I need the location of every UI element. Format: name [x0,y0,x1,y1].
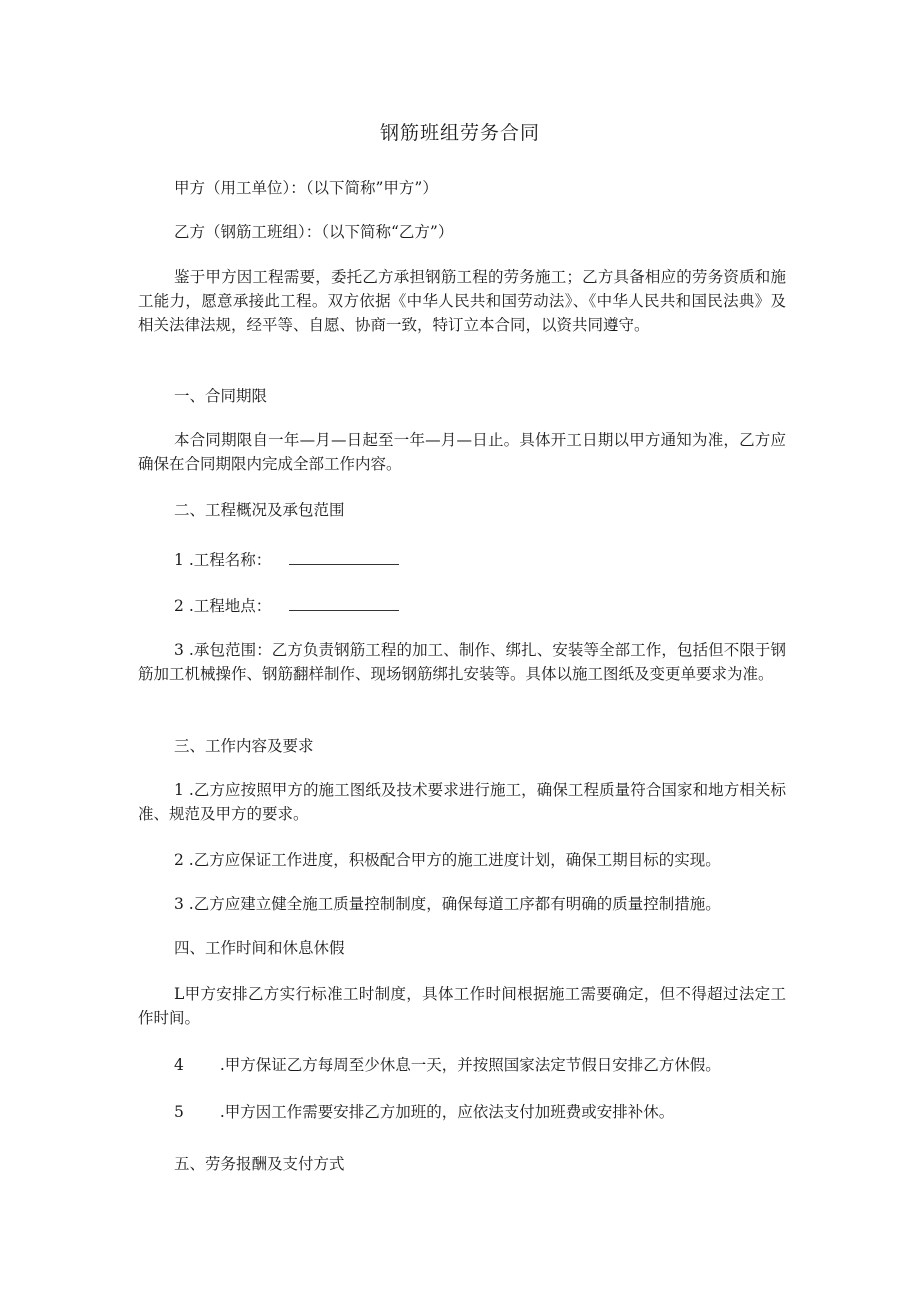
project-location-blank [289,596,399,611]
party-a-line: 甲方（用工单位）：（以下简称”甲方”） [174,179,438,197]
section4-item5 [174,1100,674,1124]
section4-item1: L甲方安排乙方实行标准工时制度，具体工作时间根据施工需要确定，但不得超过法定工作时间。 [138,985,786,1027]
section3-item1: 1 .乙方应按照甲方的施工图纸及技术要求进行施工，确保工程质量符合国家和地方相关标准、规范及甲方的要求。 [138,781,786,823]
party-b-line: 乙方（钢筋工班组）：（以下简称“乙方”） [174,223,454,241]
item-number: 1 [174,551,184,569]
section2-heading: 二、工程概况及承包范围 [174,501,345,519]
project-location-line [174,594,399,618]
contract-title: 钢筋班组劳务合同 [379,122,540,144]
item-text: .甲方因工作需要安排乙方加班的，应依法支付加班费或安排补休。 [219,1103,675,1121]
project-location-label: .工程地点： [188,597,272,615]
section3-item2: 2 .乙方应保证工作进度，积极配合甲方的施工进度计划，确保工期目标的实现。 [174,851,721,869]
project-name-label: .工程名称： [188,551,272,569]
item-number: 4 [174,1056,184,1074]
section4-heading: 四、工作时间和休息休假 [174,939,345,957]
scope-paragraph: 3 .承包范围：乙方负责钢筋工程的加工、制作、绑扎、安装等全部工作，包括但不限于钢筋加工机械操作、钢筋翻样制作、现场钢筋绑扎安装等。具体以施工图纸及变更单要求为准。 [138,641,786,683]
section1-heading: 一、合同期限 [174,387,268,405]
project-name-blank [289,550,399,565]
preamble-paragraph: 鉴于甲方因工程需要，委托乙方承担钢筋工程的劳务施工；乙方具备相应的劳务资质和施工能力，愿意承接此工程。双方依据《中华人民共和国劳动法》、《中华人民共和国民法典》及相关法律法规，经平等、自愿、协商一致，特订立本合同，以资共同遵守。 [138,268,786,334]
section3-item3: 3 .乙方应建立健全施工质量控制制度，确保每道工序都有明确的质量控制措施。 [174,895,721,913]
section4-item4 [174,1053,721,1077]
item-number: 2 [174,597,184,615]
section3-heading: 三、工作内容及要求 [174,737,314,755]
project-name-line [174,548,399,572]
item-text: .甲方保证乙方每周至少休息一天，并按照国家法定节假日安排乙方休假。 [219,1056,721,1074]
section1-body: 本合同期限自一年—月—日起至一年—月—日止。具体开工日期以甲方通知为准，乙方应确保在合同期限内完成全部工作内容。 [138,431,786,473]
section5-heading: 五、劳务报酬及支付方式 [174,1155,345,1173]
item-number: 5 [174,1103,184,1121]
